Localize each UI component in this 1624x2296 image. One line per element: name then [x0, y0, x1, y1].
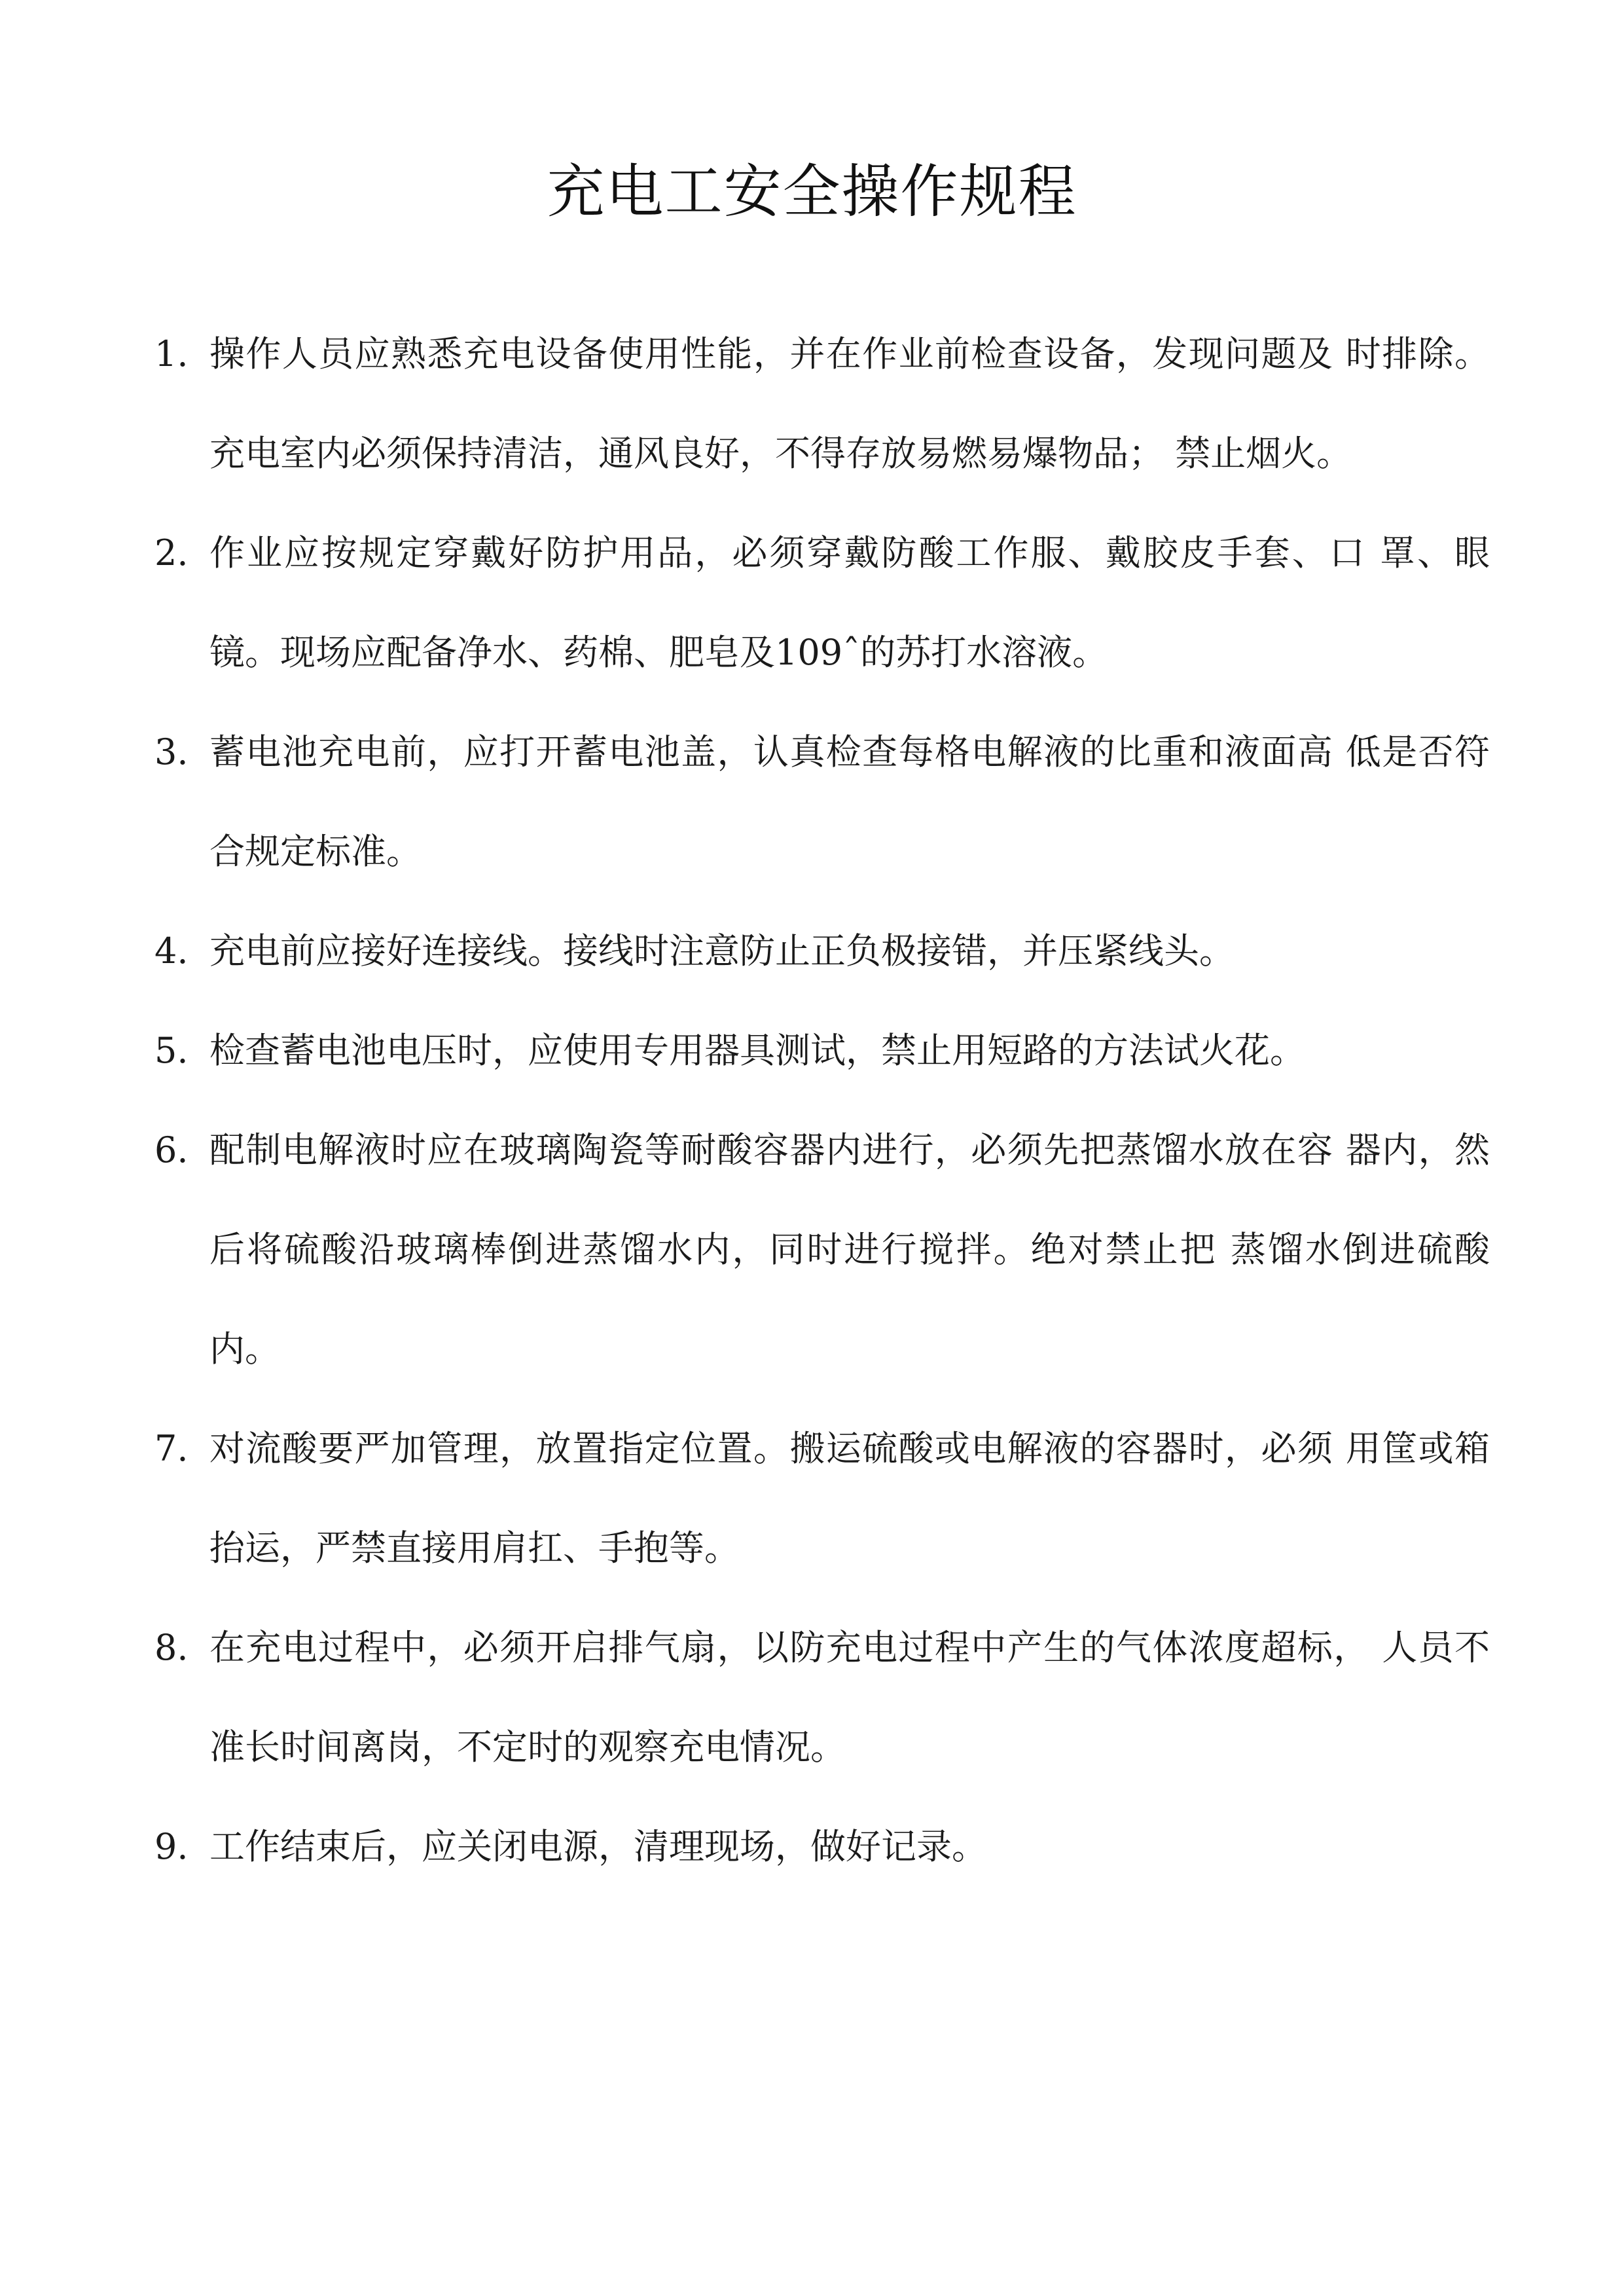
rule-item-1 [154, 304, 1490, 503]
rule-text: 对流酸要严加管理，放置指定位置。搬运硫酸或电解液的容器时，必须 用筐或箱抬运，严禁直接用肩扛、手抱等。 [209, 1428, 1490, 1569]
rule-text: 作业应按规定穿戴好防护用品，必须穿戴防酸工作服、戴胶皮手套、口 罩、眼镜。现场应配备净水、药棉、肥皂及109ˆ的苏打水溶液。 [209, 532, 1490, 673]
rule-number: 7. [154, 1428, 189, 1469]
rule-text: 检查蓄电池电压时，应使用专用器具测试，禁止用短路的方法试火花。 [209, 1030, 1305, 1071]
rule-text: 操作人员应熟悉充电设备使用性能，并在作业前检查设备，发现问题及 时排除。充电室内必须保持清洁，通风良好，不得存放易燃易爆物品； 禁止烟火。 [209, 333, 1490, 474]
rule-item-8 [154, 1598, 1490, 1797]
rules-list [154, 304, 1490, 1897]
rule-item-5 [154, 1001, 1490, 1101]
rule-item-4 [154, 902, 1490, 1001]
rule-number: 8. [154, 1627, 189, 1668]
rule-item-6 [154, 1101, 1490, 1399]
rule-text: 工作结束后，应关闭电源，清理现场，做好记录。 [209, 1826, 987, 1867]
rule-number: 6. [154, 1129, 189, 1171]
rule-item-9 [154, 1797, 1490, 1897]
rule-item-3 [154, 702, 1490, 902]
rule-number: 5. [154, 1030, 189, 1071]
document-title: 充电工安全操作规程 [547, 158, 1077, 225]
rule-number: 3. [154, 731, 189, 773]
rule-item-2 [154, 503, 1490, 702]
rule-text: 充电前应接好连接线。接线时注意防止正负极接错，并压紧线头。 [209, 930, 1235, 972]
rule-item-7 [154, 1399, 1490, 1598]
rule-text: 配制电解液时应在玻璃陶瓷等耐酸容器内进行，必须先把蒸馏水放在容 器内，然后将硫酸沿玻璃棒倒进蒸馏水内，同时进行搅拌。绝对禁止把 蒸馏水倒进硫酸内。 [209, 1129, 1490, 1370]
rule-text: 在充电过程中，必须开启排气扇，以防充电过程中产生的气体浓度超标， 人员不准长时间离岗，不定时的观察充电情况。 [209, 1627, 1490, 1768]
rule-number: 1. [154, 333, 189, 374]
rule-text: 蓄电池充电前，应打开蓄电池盖，认真检查每格电解液的比重和液面高 低是否符合规定标准。 [209, 731, 1490, 872]
rule-number: 9. [154, 1826, 189, 1867]
rule-number: 4. [154, 930, 189, 972]
rule-number: 2. [154, 532, 189, 574]
